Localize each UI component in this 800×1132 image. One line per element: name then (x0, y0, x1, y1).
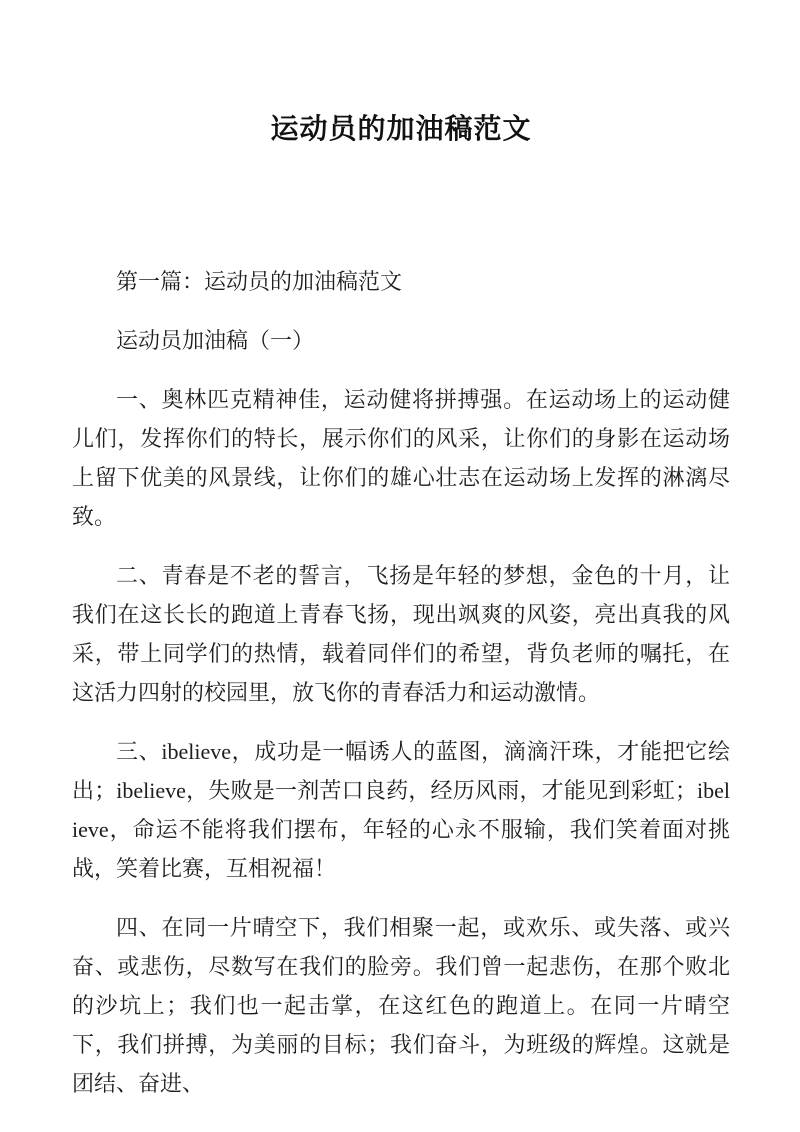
paragraph-item-4: 四、在同一片晴空下，我们相聚一起，或欢乐、或失落、或兴奋、或悲伤，尽数写在我们的脸旁。我们曾一起悲伤，在那个败北的沙坑上；我们也一起击掌，在这红色的跑道上。在同一片晴空下，我们拼搏，为美丽的目标；我们奋斗，为班级的辉煌。这就是团结、奋进、 (72, 915, 730, 1096)
paragraph-item-1: 一、奥林匹克精神佳，运动健将拼搏强。在运动场上的运动健儿们，发挥你们的特长，展示你们的风采，让你们的身影在运动场上留下优美的风景线，让你们的雄心壮志在运动场上发挥的淋漓尽致。 (72, 387, 730, 529)
paragraph-item-2: 二、青春是不老的誓言，飞扬是年轻的梦想，金色的十月，让我们在这长长的跑道上青春飞扬，现出飒爽的风姿，亮出真我的风采，带上同学们的热情，载着同伴们的希望，背负老师的嘱托，在这活力四射的校园里，放飞你的青春活力和运动激情。 (72, 563, 730, 705)
paragraph-subheading: 运动员加油稿（一） (116, 328, 315, 353)
document-title: 运动员的加油稿范文 (270, 113, 532, 144)
paragraph-first-heading: 第一篇：运动员的加油稿范文 (116, 269, 403, 294)
document-body (72, 262, 730, 1103)
paragraph-item-3: 三、ibelieve，成功是一幅诱人的蓝图，滴滴汗珠，才能把它绘出；ibelieve，失败是一剂苦口良药，经历风雨，才能见到彩虹；ibelieve，命运不能将我们摆布，年轻的心永不服输，我们笑着面对挑战，笑着比赛，互相祝福！ (72, 739, 730, 881)
